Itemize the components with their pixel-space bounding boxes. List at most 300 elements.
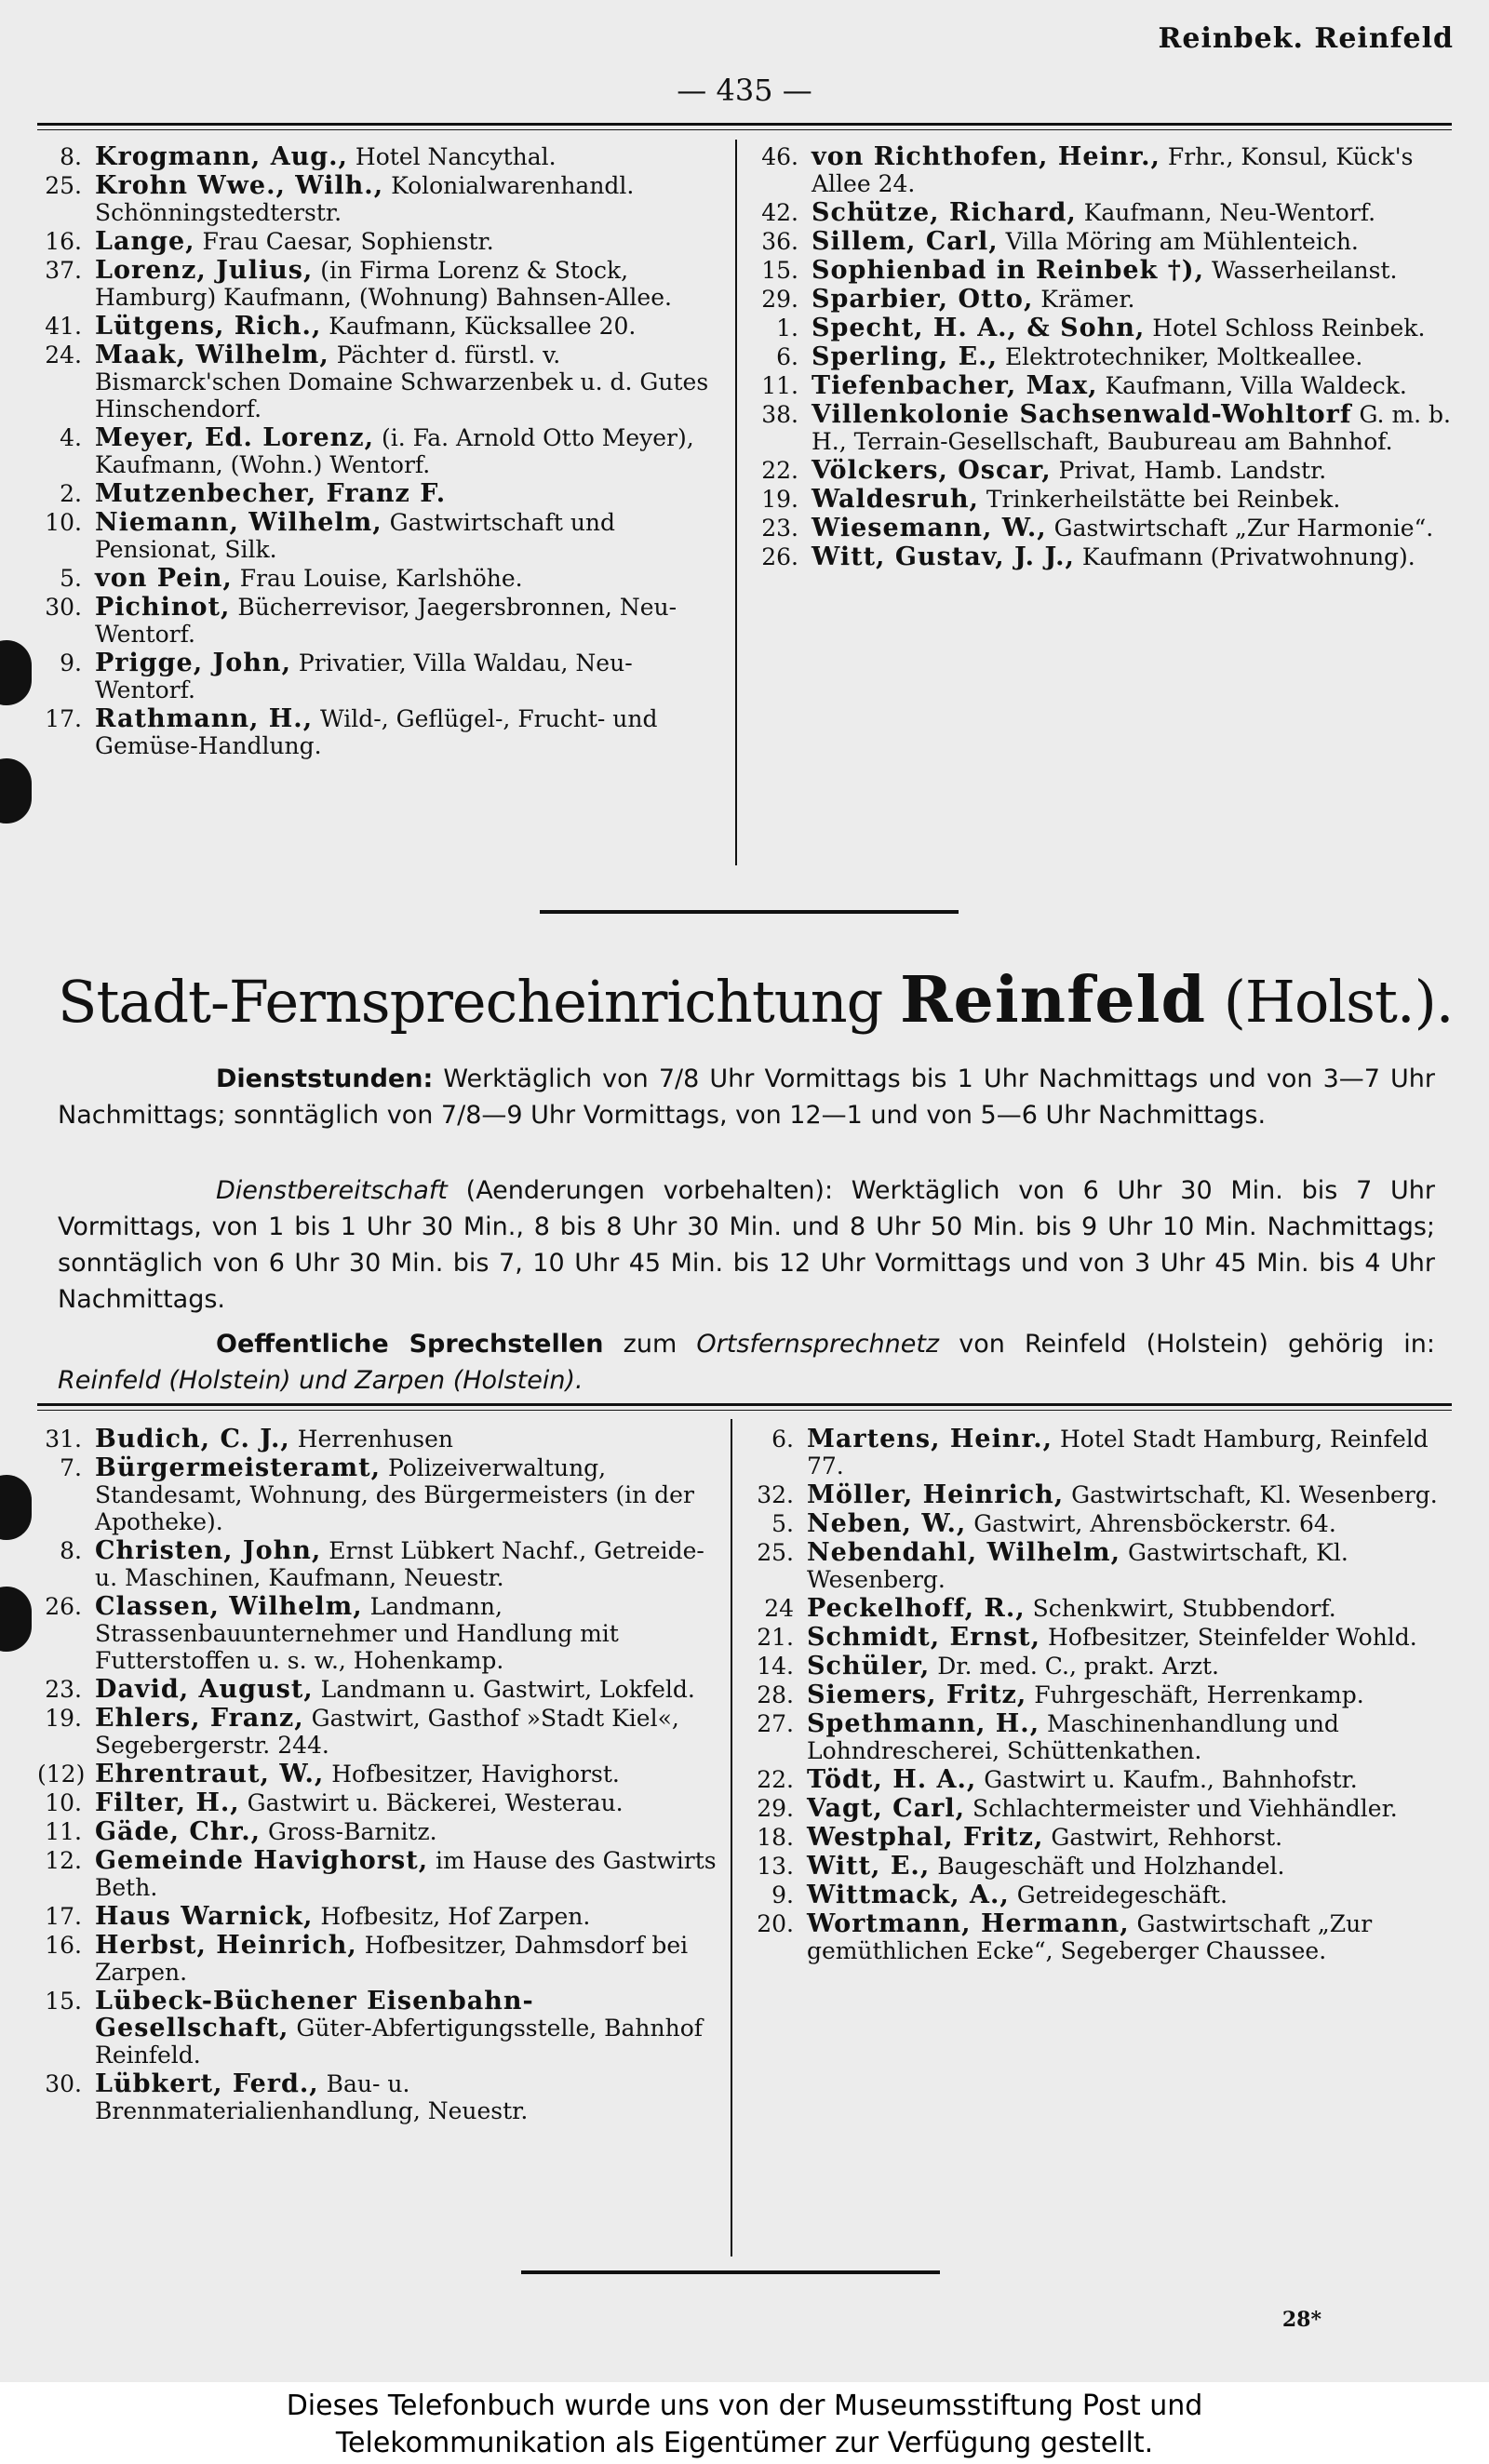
entry-text (95, 1988, 717, 2069)
entry-number: 15. (45, 1988, 82, 2015)
entry-number: 7. (60, 1454, 82, 1481)
directory-entry (754, 228, 1452, 255)
entry-description: Kolonialwarenhandl. Schönningstedterstr. (95, 172, 635, 226)
directory-entry (37, 1426, 717, 1453)
directory-entry (37, 143, 726, 170)
entry-text (95, 1454, 717, 1535)
entry-text (812, 257, 1452, 284)
entry-description: Krämer. (1040, 286, 1135, 313)
entry-text (807, 1481, 1452, 1508)
entry-number: 23. (761, 515, 798, 542)
entry-text (95, 2070, 717, 2124)
public-mid: zum (623, 1330, 677, 1359)
entry-name: Krogmann, Aug., (95, 142, 348, 171)
directory-entry (37, 2070, 717, 2124)
entry-description: Trinkerheilstätte bei Reinbek. (986, 486, 1341, 513)
entry-text (95, 228, 726, 255)
entry-number: 24. (45, 341, 82, 368)
entry-name: Wiesemann, W., (812, 514, 1047, 542)
entry-description: Hotel Nancythal. (355, 143, 557, 170)
entry-name: Pichinot, (95, 593, 231, 622)
entry-text (807, 1766, 1452, 1793)
entry-description: Hofbesitzer, Steinfelder Wohld. (1048, 1624, 1417, 1651)
public-stations (58, 1326, 1435, 1399)
entry-text (807, 1510, 1452, 1537)
caption-line-1: Dieses Telefonbuch wurde uns von der Museumsstiftung Post und (286, 2390, 1203, 2422)
directory-entry (37, 341, 726, 422)
entry-description: Villa Möring am Mühlenteich. (1005, 228, 1359, 255)
directory-entry (754, 515, 1452, 542)
entry-number: 2. (60, 480, 82, 507)
entry-text (807, 1910, 1452, 1964)
entry-description: Schenkwirt, Stubbendorf. (1032, 1595, 1336, 1622)
directory-entry (37, 565, 726, 592)
entry-name: Budich, C. J., (95, 1425, 290, 1453)
entry-description: Gastwirt, Ahrensböckerstr. 64. (973, 1510, 1336, 1537)
entry-description: Kaufmann, Kücksallee 20. (329, 313, 637, 340)
entry-description: Kaufmann, Neu-Wentorf. (1083, 199, 1376, 226)
directory-entry (37, 1454, 717, 1535)
entry-description: Gastwirt u. Kaufm., Bahnhofstr. (984, 1766, 1358, 1793)
entry-name: Lange, (95, 227, 195, 256)
entry-number: 26. (761, 543, 798, 570)
reinbek-left-column (37, 143, 726, 761)
directory-entry (37, 1593, 717, 1674)
entry-number: 13. (757, 1853, 794, 1880)
entry-name: von Pein, (95, 564, 233, 593)
directory-entry (37, 594, 726, 648)
entry-number: 16. (45, 1932, 82, 1959)
top-rule-thin (37, 129, 1452, 130)
entry-name: Nebendahl, Wilhelm, (807, 1538, 1121, 1567)
entry-name: Krohn Wwe., Wilh., (95, 171, 384, 200)
entry-name: Schmidt, Ernst, (807, 1623, 1041, 1652)
entry-text (95, 1426, 717, 1453)
entry-name: Möller, Heinrich, (807, 1480, 1065, 1509)
entry-name: Rathmann, H., (95, 704, 314, 733)
directory-entry (37, 649, 726, 703)
entry-text (812, 286, 1452, 313)
entry-number: 25. (757, 1539, 794, 1566)
entry-text (807, 1881, 1452, 1908)
entry-description: Hofbesitzer, Havighorst. (331, 1761, 620, 1788)
entry-description: Pächter d. fürstl. v. Bismarck'schen Domaine Schwarzenbek u. d. Gutes Hinschendorf. (95, 341, 709, 422)
entry-name: Sparbier, Otto, (812, 285, 1034, 314)
entry-description: im Hause des Gastwirts Beth. (95, 1847, 717, 1901)
directory-entry (749, 1710, 1452, 1764)
entry-text (95, 705, 726, 759)
entry-description: (in Firma Lorenz & Stock, Hamburg) Kaufmann, (Wohnung) Bahnsen-Allee. (95, 257, 672, 311)
directory-entry (749, 1426, 1452, 1480)
directory-entry (754, 286, 1452, 313)
entry-text (95, 143, 726, 170)
directory-entry (754, 486, 1452, 513)
directory-entry (749, 1539, 1452, 1593)
entry-description: Elektrotechniker, Moltkeallee. (1004, 343, 1363, 370)
reinfeld-right-column (749, 1426, 1452, 1966)
hours-lead: Dienststunden: (216, 1065, 434, 1093)
entry-name: Witt, Gustav, J. J., (812, 542, 1075, 571)
entry-text (807, 1795, 1452, 1822)
readiness-lead: Dienstbereitschaft (216, 1176, 448, 1205)
entry-name: Lütgens, Rich., (95, 312, 322, 341)
entry-number: 6. (776, 343, 798, 370)
entry-name: Niemann, Wilhelm, (95, 508, 382, 537)
entry-number: 5. (60, 565, 82, 592)
section-title (58, 963, 1454, 1038)
entry-text (812, 343, 1452, 370)
directory-entry (749, 1624, 1452, 1651)
entry-description: Landmann, Strassenbauunternehmer und Handlung mit Futterstoffen u. s. w., Hohenkamp. (95, 1593, 619, 1674)
entry-name: Vagt, Carl, (807, 1794, 965, 1823)
entry-number: 10. (45, 509, 82, 536)
entry-name: von Richthofen, Heinr., (812, 142, 1160, 171)
directory-entry (754, 543, 1452, 570)
entry-text (95, 509, 726, 563)
directory-entry (37, 1932, 717, 1986)
directory-entry (749, 1824, 1452, 1851)
entry-name: Ehrentraut, W., (95, 1760, 325, 1788)
entry-name: Wortmann, Hermann, (807, 1909, 1130, 1938)
entry-number: 11. (45, 1818, 82, 1845)
entry-number: 24 (764, 1595, 794, 1622)
entry-number: 17. (45, 705, 82, 732)
directory-entry (37, 1705, 717, 1759)
entry-number: 30. (45, 594, 82, 621)
entry-description: Hofbesitzer, Dahmsdorf bei Zarpen. (95, 1932, 689, 1986)
entry-text (95, 172, 726, 226)
entry-name: Tödt, H. A., (807, 1765, 977, 1794)
entry-description: Wasserheilanst. (1211, 257, 1398, 284)
entry-text (95, 341, 726, 422)
entry-name: Maak, Wilhelm, (95, 341, 329, 369)
directory-entry (749, 1481, 1452, 1508)
entry-description: Gastwirtschaft, Kl. Wesenberg. (807, 1539, 1348, 1593)
entry-number: 12. (45, 1847, 82, 1874)
entry-text (95, 1537, 717, 1591)
entry-name: Ehlers, Franz, (95, 1704, 304, 1733)
entry-number: 21. (757, 1624, 794, 1651)
hours-text: Werktäglich von 7/8 Uhr Vormittags bis 1 Uhr Nachmittags und von 3—7 Uhr Nachmittags; sonntäglich von 7/8—9 Uhr Vormittags, von 12—1 und von 5—6 Uhr Nachmittags. (58, 1065, 1435, 1130)
entry-number: 19. (45, 1705, 82, 1732)
entry-text (95, 1847, 717, 1901)
office-hours (58, 1061, 1435, 1133)
entry-number: 41. (45, 313, 82, 340)
entry-name: Mutzenbecher, Franz F. (95, 479, 447, 508)
entry-text (807, 1681, 1452, 1708)
signature-mark: 28* (1281, 2308, 1321, 2332)
entry-number: 8. (60, 1537, 82, 1564)
entry-description: Frau Caesar, Sophienstr. (202, 228, 494, 255)
directory-entry (749, 1795, 1452, 1822)
directory-entry (754, 199, 1452, 226)
entry-text (95, 594, 726, 648)
entry-number: 37. (45, 257, 82, 284)
entry-text (812, 543, 1452, 570)
entry-number: 14. (757, 1653, 794, 1680)
entry-name: Martens, Heinr., (807, 1425, 1053, 1453)
directory-entry (37, 424, 726, 478)
directory-entry (37, 1761, 717, 1788)
directory-entry (749, 1881, 1452, 1908)
entry-number: 11. (761, 372, 798, 399)
entry-text (812, 457, 1452, 484)
entry-text (812, 199, 1452, 226)
directory-entry (37, 480, 726, 507)
entry-name: Peckelhoff, R., (807, 1594, 1026, 1623)
directory-entry (754, 401, 1452, 455)
entry-description: Gastwirtschaft, Kl. Wesenberg. (1071, 1481, 1438, 1508)
directory-entry (749, 1766, 1452, 1793)
public-lead: Oeffentliche Sprechstellen (216, 1330, 604, 1359)
section-separator (540, 910, 959, 914)
entry-text (807, 1595, 1452, 1622)
entry-name: Lorenz, Julius, (95, 256, 314, 285)
entry-text (95, 649, 726, 703)
entry-number: 22. (757, 1766, 794, 1793)
entry-description: Bau- u. Brennmaterialienhandlung, Neuestr. (95, 2070, 529, 2124)
directory-entry (37, 1537, 717, 1591)
entry-description: Kaufmann (Privatwohnung). (1081, 543, 1415, 570)
directory-entry (37, 705, 726, 759)
entry-number: 8. (60, 143, 82, 170)
entry-description: Bücherrevisor, Jaegersbronnen, Neu-Wentorf. (95, 594, 677, 648)
entry-number: 42. (761, 199, 798, 226)
directory-entry (749, 1595, 1452, 1622)
entry-name: Villenkolonie Sachsenwald-Wohltorf (812, 400, 1352, 429)
entry-description: Maschinenhandlung und Lohndrescherei, Schüttenkathen. (807, 1710, 1339, 1764)
directory-entry (37, 1789, 717, 1816)
entry-number: 19. (761, 486, 798, 513)
entry-text (95, 565, 726, 592)
entry-number: 9. (771, 1881, 794, 1908)
entry-description: Wild-, Geflügel-, Frucht- und Gemüse-Handlung. (95, 705, 658, 759)
entry-text (812, 143, 1452, 197)
entry-text (812, 315, 1452, 341)
entry-number: (12) (37, 1761, 86, 1788)
entry-text (95, 1705, 717, 1759)
column-divider-reinfeld (731, 1419, 732, 2256)
entry-number: 20. (757, 1910, 794, 1937)
entry-text (807, 1653, 1452, 1680)
entry-number: 18. (757, 1824, 794, 1851)
entry-name: Schütze, Richard, (812, 198, 1077, 227)
entry-number: 36. (761, 228, 798, 255)
directory-entry (37, 1988, 717, 2069)
entry-description: Hotel Schloss Reinbek. (1152, 315, 1426, 341)
entry-text (95, 1903, 717, 1930)
binding-hole (0, 1587, 32, 1652)
entry-number: 27. (757, 1710, 794, 1737)
entry-name: Prigge, John, (95, 649, 291, 677)
entry-name: Waldesruh, (812, 485, 979, 514)
entry-text (95, 257, 726, 311)
entry-number: 22. (761, 457, 798, 484)
entry-description: Herrenhusen (297, 1426, 454, 1453)
binding-hole (0, 1475, 32, 1540)
entry-text (95, 1761, 717, 1788)
entry-name: Wittmack, A., (807, 1881, 1010, 1909)
entry-name: Lübkert, Ferd., (95, 2069, 319, 2098)
directory-entry (754, 315, 1452, 341)
entry-number: 46. (761, 143, 798, 170)
entry-number: 23. (45, 1676, 82, 1703)
entry-description: Frau Louise, Karlshöhe. (239, 565, 523, 592)
entry-description: Fuhrgeschäft, Herrenkamp. (1034, 1681, 1364, 1708)
entry-number: 16. (45, 228, 82, 255)
entry-name: Witt, E., (807, 1852, 931, 1881)
entry-text (807, 1426, 1452, 1480)
entry-name: Bürgermeisteramt, (95, 1453, 381, 1482)
entry-text (95, 1789, 717, 1816)
entry-description: Gastwirtschaft und Pensionat, Silk. (95, 509, 616, 563)
readiness (58, 1172, 1435, 1318)
title-prefix: Stadt-Fernsprecheinrichtung (58, 968, 883, 1036)
entry-number: 29. (757, 1795, 794, 1822)
column-divider (735, 140, 737, 865)
entry-text (812, 515, 1452, 542)
directory-entry (754, 343, 1452, 370)
entry-name: Gemeinde Havighorst, (95, 1846, 429, 1875)
reinfeld-rule-thin (37, 1410, 1452, 1411)
entry-number: 4. (60, 424, 82, 451)
directory-entry (749, 1853, 1452, 1880)
entry-name: Lübeck-Büchener Eisenbahn-Gesellschaft, (95, 1987, 534, 2042)
entry-number: 5. (771, 1510, 794, 1537)
entry-description: Gastwirtschaft „Zur Harmonie“. (1053, 515, 1434, 542)
directory-entry (749, 1510, 1452, 1537)
entry-text (95, 1818, 717, 1845)
entry-name: Siemers, Fritz, (807, 1681, 1027, 1709)
directory-entry (37, 1676, 717, 1703)
reinfeld-left-column (37, 1426, 717, 2126)
entry-description: Güter-Abfertigungsstelle, Bahnhof Reinfeld. (95, 2015, 704, 2069)
entry-number: 17. (45, 1903, 82, 1930)
entry-number: 1. (776, 315, 798, 341)
entry-name: Herbst, Heinrich, (95, 1931, 357, 1960)
entry-number: 29. (761, 286, 798, 313)
directory-entry (37, 1847, 717, 1901)
entry-description: G. m. b. H., Terrain-Gesellschaft, Baubureau am Bahnhof. (812, 401, 1451, 455)
directory-entry (754, 257, 1452, 284)
entry-number: 28. (757, 1681, 794, 1708)
entry-description: Hotel Stadt Hamburg, Reinfeld 77. (807, 1426, 1429, 1480)
binding-hole (0, 640, 32, 705)
entry-name: Gäde, Chr., (95, 1817, 262, 1846)
directory-entry (37, 172, 726, 226)
entry-text (807, 1824, 1452, 1851)
entry-text (812, 372, 1452, 399)
entry-number: 38. (761, 401, 798, 428)
entry-description: Gastwirt, Gasthof »Stadt Kiel«, Segebergerstr. 244. (95, 1705, 679, 1759)
entry-name: Filter, H., (95, 1788, 240, 1817)
public-places: Reinfeld (Holstein) und Zarpen (Holstein). (58, 1366, 584, 1395)
entry-text (95, 424, 726, 478)
entry-name: Sillem, Carl, (812, 227, 999, 256)
entry-description: Kaufmann, Villa Waldeck. (1105, 372, 1407, 399)
entry-name: Neben, W., (807, 1509, 967, 1538)
directory-entry (754, 143, 1452, 197)
entry-description: Schlachtermeister und Viehhändler. (972, 1795, 1398, 1822)
directory-entry (749, 1681, 1452, 1708)
entry-text (95, 313, 726, 340)
entry-name: Christen, John, (95, 1536, 322, 1565)
entry-text (95, 1593, 717, 1674)
running-header: Reinbek. Reinfeld (1158, 22, 1454, 55)
bottom-separator (521, 2270, 940, 2274)
entry-description: Gastwirtschaft „Zur gemüthlichen Ecke“, Segeberger Chaussee. (807, 1910, 1373, 1964)
reinfeld-rule (37, 1403, 1452, 1406)
entry-description: (i. Fa. Arnold Otto Meyer), Kaufmann, (Wohn.) Wentorf. (95, 424, 694, 478)
caption-line-2: Telekommunikation als Eigentümer zur Verfügung gestellt. (335, 2427, 1154, 2459)
directory-entry (754, 457, 1452, 484)
entry-name: Spethmann, H., (807, 1709, 1040, 1738)
entry-name: Specht, H. A., & Sohn, (812, 314, 1146, 342)
directory-entry (37, 257, 726, 311)
directory-entry (37, 1903, 717, 1930)
entry-name: Meyer, Ed. Lorenz, (95, 423, 375, 452)
entry-name: Tiefenbacher, Max, (812, 371, 1098, 400)
entry-description: Baugeschäft und Holzhandel. (937, 1853, 1285, 1880)
entry-description: Landmann u. Gastwirt, Lokfeld. (320, 1676, 695, 1703)
entry-number: 9. (60, 649, 82, 676)
entry-description: Getreidegeschäft. (1016, 1881, 1227, 1908)
entry-number: 30. (45, 2070, 82, 2097)
entry-text (812, 401, 1452, 455)
directory-entry (749, 1910, 1452, 1964)
entry-text (95, 1932, 717, 1986)
entry-text (807, 1624, 1452, 1651)
entry-text (807, 1710, 1452, 1764)
entry-name: Völckers, Oscar, (812, 456, 1052, 485)
directory-entry (37, 1818, 717, 1845)
title-suffix: (Holst.). (1223, 968, 1454, 1036)
entry-text (812, 486, 1452, 513)
directory-entry (749, 1653, 1452, 1680)
entry-description: Hofbesitz, Hof Zarpen. (320, 1903, 591, 1930)
entry-text (807, 1539, 1452, 1593)
ownership-caption (0, 2382, 1489, 2464)
entry-number: 32. (757, 1481, 794, 1508)
entry-text (812, 228, 1452, 255)
entry-number: 31. (45, 1426, 82, 1453)
entry-text (807, 1853, 1452, 1880)
entry-name: Sophienbad in Reinbek †), (812, 256, 1204, 285)
entry-description: Privatier, Villa Waldau, Neu-Wentorf. (95, 649, 633, 703)
entry-name: Haus Warnick, (95, 1902, 314, 1931)
directory-entry (37, 509, 726, 563)
entry-description: Dr. med. C., prakt. Arzt. (937, 1653, 1219, 1680)
directory-entry (37, 228, 726, 255)
reinbek-right-column (754, 143, 1452, 572)
entry-description: Privat, Hamb. Landstr. (1058, 457, 1327, 484)
entry-description: Frhr., Konsul, Kück's Allee 24. (812, 143, 1414, 197)
entry-number: 25. (45, 172, 82, 199)
entry-number: 10. (45, 1789, 82, 1816)
title-place: Reinfeld (900, 963, 1206, 1038)
entry-description: Ernst Lübkert Nachf., Getreide- u. Maschinen, Kaufmann, Neuestr. (95, 1537, 704, 1591)
entry-name: David, August, (95, 1675, 314, 1704)
public-net: Ortsfernsprechnetz (696, 1330, 940, 1359)
entry-description: Gross-Barnitz. (268, 1818, 437, 1845)
entry-number: 15. (761, 257, 798, 284)
entry-name: Classen, Wilhelm, (95, 1592, 363, 1621)
entry-description: Gastwirt u. Bäckerei, Westerau. (247, 1789, 624, 1816)
entry-description: Gastwirt, Rehhorst. (1051, 1824, 1283, 1851)
entry-name: Schüler, (807, 1652, 931, 1681)
entry-number: 26. (45, 1593, 82, 1620)
readiness-text: (Aenderungen vorbehalten): Werktäglich von 6 Uhr 30 Min. bis 7 Uhr Vormittags, von 1 bis 1 Uhr 30 Min., 8 bis 8 Uhr 30 Min. und 8 Uhr 50 Min. bis 9 Uhr 10 Min. Nachmittags; sonntäglich von 6 Uhr 30 Min. bis 7, 10 Uhr 45 Min. bis 12 Uhr Vormittags und von 3 Uhr 45 Min. bis 4 Uhr Nachmittags. (58, 1176, 1435, 1314)
